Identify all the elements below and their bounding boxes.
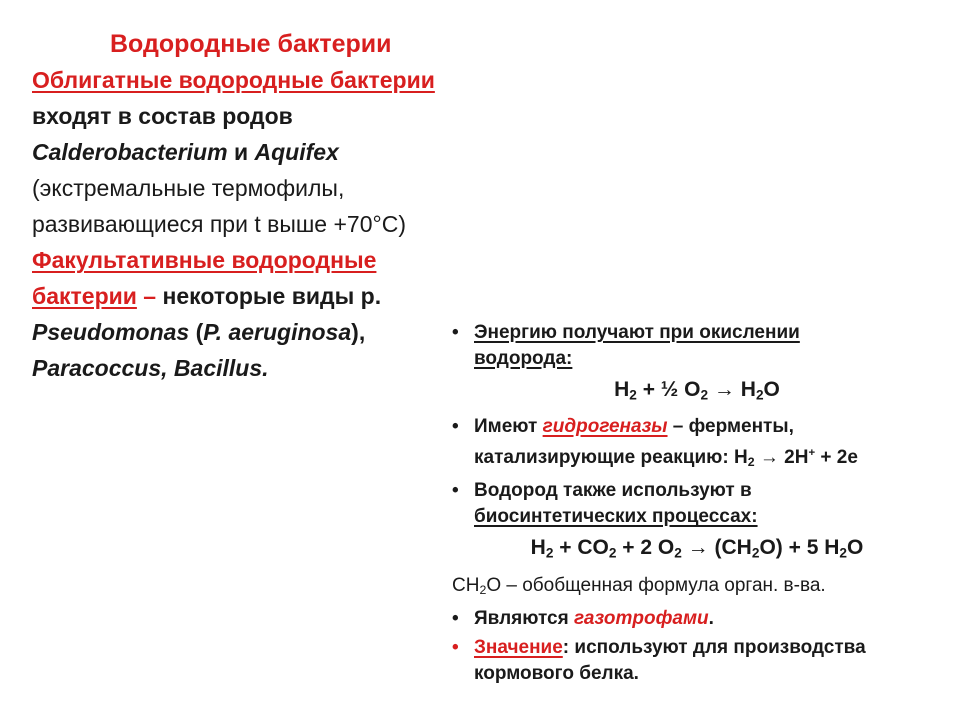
b2-end: + 2e	[815, 447, 858, 469]
f2-s1: 2	[545, 545, 554, 561]
species-p-aeruginosa: P. aeruginosa	[203, 319, 352, 345]
bullet-icon: •	[452, 416, 459, 438]
facultative-line-4: Paracoccus, Bacillus.	[32, 355, 269, 381]
note-sub: 2	[479, 582, 487, 597]
b2-arrow: → 2H	[754, 447, 809, 469]
paren-close: ),	[351, 319, 366, 345]
term-significance: Значение	[474, 636, 563, 658]
f1-sub-1: 2	[629, 387, 637, 403]
f2-s4: 2	[751, 545, 760, 561]
facultative-heading-text-2: бактерии	[32, 283, 137, 309]
bullet-gasotrophs-line	[474, 606, 942, 632]
b5-rest: : используют для производства	[562, 636, 866, 658]
genus-calderobacterium: Calderobacterium	[32, 139, 228, 165]
b4-end: .	[708, 607, 714, 629]
right-column	[452, 320, 942, 690]
bullet-hydrogenase-line-2	[474, 440, 942, 475]
and-word: и	[227, 139, 255, 165]
bullet-biosynthesis-line-2: биосинтетических процессах:	[474, 506, 758, 528]
formula-note	[452, 573, 942, 603]
obligate-heading-text: Облигатные водородные бактерии	[32, 67, 435, 93]
facultative-rest: некоторые виды р.	[162, 283, 382, 309]
f2-s5: 2	[839, 545, 847, 561]
obligate-line-4: развивающиеся при t выше +70°C)	[32, 211, 406, 237]
f1-arrow: → H	[708, 378, 756, 401]
bullet-hydrogenase-line-1	[474, 414, 942, 440]
facultative-line-2	[32, 278, 512, 314]
note-a: CH	[452, 574, 480, 596]
bullet-icon-red: •	[452, 636, 459, 658]
bullet-biosynthesis	[452, 478, 942, 530]
term-hydrogenase: гидрогеназы	[542, 416, 668, 438]
note-b: O – обобщенная формула орган. в-ва.	[486, 574, 826, 596]
bullet-gasotrophs	[452, 606, 942, 632]
paren-open: (	[189, 319, 204, 345]
bullet-icon: •	[452, 322, 459, 343]
b2-pre: Имеют	[474, 416, 543, 438]
f2-b: + CO	[553, 536, 609, 560]
bullet-hydrogenase	[452, 414, 942, 475]
genus-aquifex: Aquifex	[254, 139, 339, 165]
bullet-significance	[452, 635, 942, 687]
formula-biosynthesis	[452, 533, 942, 568]
obligate-line-2	[32, 134, 512, 170]
term-gasotrophs: газотрофами	[573, 607, 709, 629]
bullet-icon: •	[452, 607, 459, 629]
b4-pre: Являются	[474, 607, 574, 629]
page-title: Водородные бактерии	[110, 30, 392, 58]
facultative-line-3	[32, 314, 512, 350]
f2-d: → (CH	[681, 536, 752, 560]
bullet-biosynthesis-line-1: Водород также используют в	[474, 480, 752, 502]
b2-sub: 2	[747, 455, 755, 470]
obligate-heading	[32, 62, 512, 98]
f1-sub-2: 2	[700, 387, 709, 403]
f2-s3: 2	[674, 545, 682, 561]
f2-s2: 2	[608, 545, 617, 561]
f1-o: O	[763, 378, 780, 401]
bullet-energy	[452, 320, 942, 372]
f2-f: O	[846, 536, 864, 560]
bullet-icon: •	[452, 480, 459, 502]
b2-sup: +	[808, 447, 816, 460]
formula-oxidation	[452, 375, 942, 410]
f2-c: + 2 O	[616, 536, 675, 560]
obligate-line-1: входят в состав родов	[32, 103, 293, 129]
genus-pseudomonas: Pseudomonas	[32, 319, 190, 345]
left-column	[32, 26, 512, 386]
f1-h: H	[614, 378, 630, 401]
facultative-heading	[32, 242, 512, 278]
facultative-heading-text-1: Факультативные водородные	[32, 247, 377, 273]
bullet-energy-line-1: Энергию получают при окислении	[474, 322, 800, 343]
bullet-significance-line-1	[474, 635, 942, 661]
b2-line2: катализирующие реакцию: H	[474, 447, 748, 469]
f1-mid: + ½ O	[636, 378, 701, 401]
bullet-significance-line-2: кормового белка.	[474, 662, 639, 684]
b2-post: – ферменты,	[667, 416, 794, 438]
f2-a: H	[530, 536, 546, 560]
f1-sub-3: 2	[755, 387, 764, 403]
bullet-energy-line-2: водорода:	[474, 348, 573, 369]
facultative-dash: –	[136, 283, 163, 309]
f2-e: O) + 5 H	[759, 536, 840, 560]
obligate-line-3: (экстремальные термофилы,	[32, 175, 345, 201]
